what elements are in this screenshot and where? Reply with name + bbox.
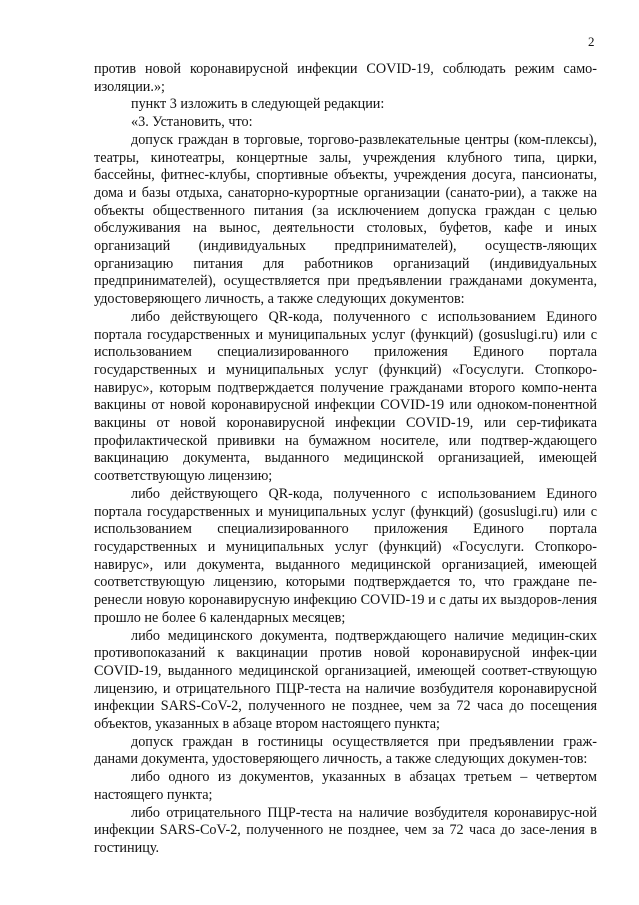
paragraph-6: либо действующего QR-кода, полученного с использованием Единого портала государственных и муниципальных услуг (функций) (gosuslugi.ru) или с использованием специализированного приложения Единого портала государственных и муниципальных услуг (функций) «Госуслуги. Стопкоро-навирус», или документа, выданного медицинской организацией, имеющей соответствующую лицензию, которыми подтверждается то, что граждане пе-ренесли новую коронавирусную инфекцию COVID-19 и с даты их выздоров-ления прошло не более 6 календарных месяцев; [94,485,597,626]
paragraph-4: допуск граждан в торговые, торгово-развлекательные центры (ком-плексы), театры, кинотеатры, концертные залы, учреждения клубного типа, цирки, бассейны, фитнес-клубы, спортивные объекты, учреждения досуга, пансионаты, дома и базы отдыха, санаторно-курортные организации (санато-рии), а также на объекты общественного питания (за исключением допуска граждан с целью обслуживания на вынос, деятельности столовых, буфетов, кафе и иных организаций (индивидуальных предпринимателей), осуществ-ляющих организацию питания для работников организаций (индивидуальных предпринимателей), осуществляется при предъявлении гражданами документа, удостоверяющего личность, а также следующих документов: [94,131,597,308]
document-body [94,61,597,858]
paragraph-5: либо действующего QR-кода, полученного с использованием Единого портала государственных и муниципальных услуг (функций) (gosuslugi.ru) или с использованием специализированного приложения Единого портала государственных и муниципальных услуг (функций) «Госуслуги. Стопкоро-навирус», которым подтверждается получение гражданами второго компо-нента вакцины от новой коронавирусной инфекции COVID-19 или одноком-понентной вакцины от новой коронавирусной инфекции COVID-19, или сер-тификата профилактической прививки на бумажном носителе, или подтвер-ждающего вакцинацию документа, выданного медицинской организацией, имеющей соответствующую лицензию; [94,308,597,485]
paragraph-3: «3. Установить, что: [131,114,253,131]
paragraph-2: пункт 3 изложить в следующей редакции: [131,96,385,113]
page-number: 2 [588,34,595,49]
paragraph-9: либо одного из документов, указанных в абзацах третьем – четвертом настоящего пункта; [94,769,597,803]
paragraph-8: допуск граждан в гостиницы осуществляется при предъявлении граж-данами документа, удостоверяющего личность, а также следующих докумен-тов: [94,733,597,768]
paragraph-7: либо медицинского документа, подтверждающего наличие медицин-ских противопоказаний к вакцинации против новой коронавирусной инфек-ции COVID-19, выданного медицинской организацией, имеющей соответ-ствующую лицензию, и отрицательного ПЦР-теста на наличие возбудителя коронавирусной инфекции SARS-CoV-2, полученного не позднее, чем за 72 часа до посещения объектов, указанных в абзаце втором настоящего пункта; [94,627,597,733]
paragraph-10: либо отрицательного ПЦР-теста на наличие возбудителя коронавирус-ной инфекции SARS-CoV-2, полученного не позднее, чем за 72 часа до засе-ления в гостиницу. [94,804,597,856]
paragraph-1: против новой коронавирусной инфекции COVID-19, соблюдать режим само-изоляции.»; [94,61,597,95]
